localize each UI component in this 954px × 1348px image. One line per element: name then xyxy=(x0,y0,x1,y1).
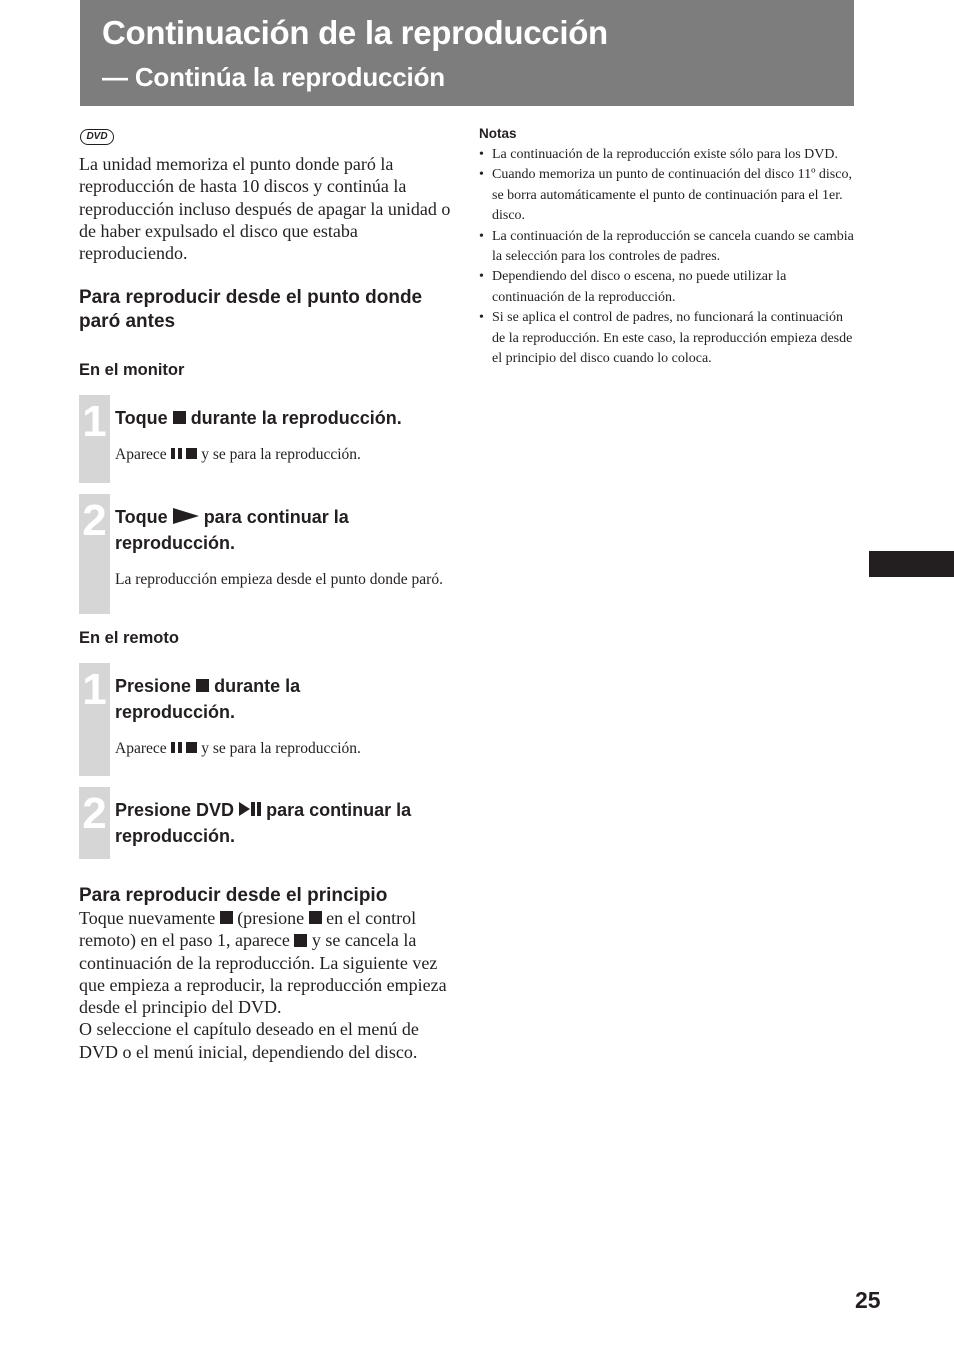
step-title-pre: Toque xyxy=(115,507,168,527)
monitor-label: En el monitor xyxy=(79,361,185,379)
step-title-pre: Presione DVD xyxy=(115,800,235,820)
stop-icon xyxy=(220,911,233,924)
monitor-step-2 xyxy=(79,494,459,614)
section-tab-marker xyxy=(869,551,954,577)
play-pause-icon xyxy=(239,802,261,816)
stop-icon xyxy=(294,934,307,947)
p1-part-c: en el control remoto) en el paso 1, aparece xyxy=(79,908,417,951)
step-title xyxy=(115,673,375,725)
step-number: 2 xyxy=(82,496,107,545)
page-subtitle: — Continúa la reproducción xyxy=(102,62,445,92)
remote-label: En el remoto xyxy=(79,629,179,647)
step-title-post: para continuar la reproducción. xyxy=(115,507,349,553)
start-paragraph-1 xyxy=(79,907,459,1018)
note-item: • Cuando memoriza un punto de continuación del disco 11º disco, se borra automáticamente el punto de continuación para el 1er. disco. xyxy=(479,165,859,226)
step-title-post: durante la reproducción. xyxy=(190,408,402,428)
section-heading-start: Para reproducir desde el principio xyxy=(79,885,388,906)
pause-icon xyxy=(171,742,183,753)
step-number: 1 xyxy=(82,397,107,446)
step-title-post: para continuar la reproducción. xyxy=(115,800,412,846)
step-description: La reproducción empieza desde el punto donde paró. xyxy=(115,571,443,588)
remote-step-1 xyxy=(79,663,459,776)
stop-icon xyxy=(186,448,197,459)
remote-step-2 xyxy=(79,787,459,859)
note-item: • Dependiendo del disco o escena, no puede utilizar la continuación de la reproducción. xyxy=(479,267,859,308)
step-title xyxy=(115,405,465,431)
play-icon xyxy=(173,508,199,524)
p1-part-a: Toque nuevamente xyxy=(79,908,216,928)
monitor-step-1 xyxy=(79,395,459,483)
step-number: 1 xyxy=(82,665,107,714)
step-description xyxy=(115,738,445,760)
stop-icon xyxy=(196,679,209,692)
step-description xyxy=(115,444,445,466)
p1-part-b: (presione xyxy=(237,908,305,928)
notes-title: Notas xyxy=(479,126,517,141)
p1-part-d: y se cancela la continuación de la reproducción. La siguiente vez que empieza a reproducir, la reproducción empieza desde el principio del DVD. xyxy=(79,930,447,1018)
stop-icon xyxy=(186,742,197,753)
stop-icon xyxy=(173,411,186,424)
start-paragraph-2: O seleccione el capítulo deseado en el menú de DVD o el menú inicial, dependiendo del disco. xyxy=(79,1019,419,1062)
page-header xyxy=(80,0,854,106)
step-title-post: durante la reproducción. xyxy=(115,676,301,722)
pause-icon xyxy=(171,448,183,459)
start-body xyxy=(79,907,459,1063)
step-desc-pre: Aparece xyxy=(115,740,167,757)
step-title-pre: Presione xyxy=(115,676,192,696)
step-number: 2 xyxy=(82,789,107,838)
page-title: Continuación de la reproducción xyxy=(102,14,608,51)
page-number: 25 xyxy=(855,1287,881,1313)
step-desc-pre: Aparece xyxy=(115,446,167,463)
step-desc-post: y se para la reproducción. xyxy=(201,740,361,757)
step-title-pre: Toque xyxy=(115,408,168,428)
note-item: • La continuación de la reproducción existe sólo para los DVD. xyxy=(479,145,859,165)
stop-icon xyxy=(309,911,322,924)
dvd-logo-icon: DVD xyxy=(80,129,114,145)
note-item: • Si se aplica el control de padres, no funcionará la continuación de la reproducción. En este caso, la reproducción empieza desde el principio del disco cuando lo coloca. xyxy=(479,308,859,369)
note-item: • La continuación de la reproducción se cancela cuando se cambia la selección para los controles de padres. xyxy=(479,227,859,268)
step-desc-post: y se para la reproducción. xyxy=(201,446,361,463)
notes-list xyxy=(479,145,859,369)
step-title xyxy=(115,797,465,849)
step-title xyxy=(115,504,465,556)
section-heading-resume: Para reproducir desde el punto donde paró antes xyxy=(79,287,423,332)
intro-paragraph: La unidad memoriza el punto donde paró la reproducción de hasta 10 discos y continúa la reproducción incluso después de apagar la unidad o de haber expulsado el disco que estaba reproduciendo. xyxy=(79,154,451,264)
